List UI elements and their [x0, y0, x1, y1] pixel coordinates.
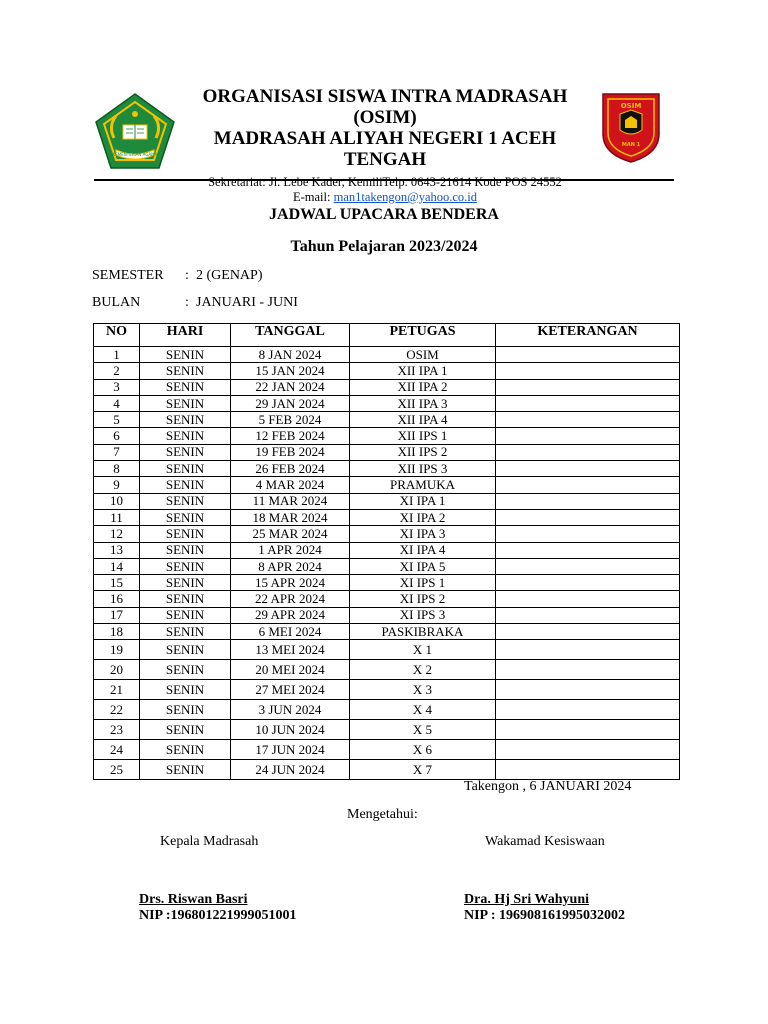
- cell-day: SENIN: [140, 444, 231, 460]
- document-subtitle: Tahun Pelajaran 2023/2024: [290, 238, 478, 255]
- cell-officer: XI IPA 1: [350, 493, 496, 509]
- table-row: [94, 509, 680, 525]
- cell-no: 21: [94, 680, 140, 700]
- header-divider: [94, 179, 674, 181]
- cell-no: 2: [94, 363, 140, 379]
- left-signatory-name: Drs. Riswan Basri: [139, 892, 248, 907]
- left-signatory-role: Kepala Madrasah: [160, 834, 259, 849]
- cell-no: 7: [94, 444, 140, 460]
- table-row: [94, 428, 680, 444]
- cell-no: 5: [94, 412, 140, 428]
- table-row: [94, 624, 680, 640]
- cell-no: 8: [94, 461, 140, 477]
- cell-date: 3 JUN 2024: [231, 700, 350, 720]
- cell-notes: [496, 526, 680, 542]
- cell-no: 24: [94, 740, 140, 760]
- cell-officer: X 3: [350, 680, 496, 700]
- org-abbr: (OSIM): [353, 107, 417, 128]
- cell-officer: XII IPS 2: [350, 444, 496, 460]
- cell-no: 18: [94, 624, 140, 640]
- cell-notes: [496, 558, 680, 574]
- table-row: [94, 720, 680, 740]
- column-header-officer: PETUGAS: [350, 324, 496, 347]
- cell-date: 18 MAR 2024: [231, 509, 350, 525]
- cell-officer: XII IPS 1: [350, 428, 496, 444]
- email-line: [175, 190, 595, 204]
- cell-notes: [496, 624, 680, 640]
- table-row: [94, 700, 680, 720]
- cell-no: 23: [94, 720, 140, 740]
- table-row: [94, 740, 680, 760]
- column-header-no: NO: [94, 324, 140, 347]
- cell-notes: [496, 363, 680, 379]
- cell-date: 15 JAN 2024: [231, 363, 350, 379]
- cell-notes: [496, 542, 680, 558]
- cell-date: 24 JUN 2024: [231, 760, 350, 780]
- cell-day: SENIN: [140, 607, 231, 623]
- cell-notes: [496, 477, 680, 493]
- cell-notes: [496, 509, 680, 525]
- cell-date: 5 FEB 2024: [231, 412, 350, 428]
- cell-officer: XII IPA 2: [350, 379, 496, 395]
- table-row: [94, 607, 680, 623]
- cell-officer: XII IPA 4: [350, 412, 496, 428]
- table-row: [94, 493, 680, 509]
- cell-no: 16: [94, 591, 140, 607]
- table-row: [94, 760, 680, 780]
- cell-officer: OSIM: [350, 347, 496, 363]
- cell-notes: [496, 379, 680, 395]
- cell-notes: [496, 461, 680, 477]
- month-label: BULAN: [92, 295, 141, 310]
- cell-no: 22: [94, 700, 140, 720]
- cell-no: 3: [94, 379, 140, 395]
- kemenag-logo: [94, 92, 176, 170]
- right-signatory-nip: NIP : 196908161995032002: [464, 908, 625, 923]
- cell-date: 12 FEB 2024: [231, 428, 350, 444]
- osim-logo-bottom-text: MAN 1: [621, 142, 641, 148]
- cell-no: 25: [94, 760, 140, 780]
- cell-notes: [496, 347, 680, 363]
- cell-day: SENIN: [140, 379, 231, 395]
- school-name: MADRASAH ALIYAH NEGERI 1 ACEH TENGAH: [213, 128, 557, 170]
- table-row: [94, 526, 680, 542]
- cell-day: SENIN: [140, 558, 231, 574]
- cell-notes: [496, 591, 680, 607]
- cell-day: SENIN: [140, 760, 231, 780]
- cell-day: SENIN: [140, 461, 231, 477]
- cell-day: SENIN: [140, 347, 231, 363]
- cell-date: 20 MEI 2024: [231, 660, 350, 680]
- cell-day: SENIN: [140, 700, 231, 720]
- cell-notes: [496, 680, 680, 700]
- cell-date: 25 MAR 2024: [231, 526, 350, 542]
- cell-day: SENIN: [140, 624, 231, 640]
- table-row: [94, 461, 680, 477]
- cell-officer: XI IPS 3: [350, 607, 496, 623]
- cell-day: SENIN: [140, 542, 231, 558]
- cell-notes: [496, 412, 680, 428]
- cell-day: SENIN: [140, 740, 231, 760]
- cell-notes: [496, 444, 680, 460]
- cell-officer: XI IPA 4: [350, 542, 496, 558]
- cell-date: 27 MEI 2024: [231, 680, 350, 700]
- cell-no: 13: [94, 542, 140, 558]
- cell-officer: XII IPA 3: [350, 395, 496, 411]
- cell-officer: X 2: [350, 660, 496, 680]
- cell-notes: [496, 493, 680, 509]
- cell-notes: [496, 395, 680, 411]
- cell-day: SENIN: [140, 680, 231, 700]
- cell-no: 1: [94, 347, 140, 363]
- cell-date: 1 APR 2024: [231, 542, 350, 558]
- cell-officer: XII IPA 1: [350, 363, 496, 379]
- column-header-day: HARI: [140, 324, 231, 347]
- cell-day: SENIN: [140, 477, 231, 493]
- cell-date: 26 FEB 2024: [231, 461, 350, 477]
- cell-date: 10 JUN 2024: [231, 720, 350, 740]
- cell-date: 6 MEI 2024: [231, 624, 350, 640]
- cell-notes: [496, 720, 680, 740]
- cell-day: SENIN: [140, 363, 231, 379]
- table-row: [94, 558, 680, 574]
- place-date: Takengon , 6 JANUARI 2024: [464, 779, 632, 794]
- table-row: [94, 395, 680, 411]
- cell-officer: XI IPA 5: [350, 558, 496, 574]
- column-header-notes: KETERANGAN: [496, 324, 680, 347]
- acknowledged-label: Mengetahui:: [347, 807, 418, 822]
- table-row: [94, 412, 680, 428]
- cell-no: 12: [94, 526, 140, 542]
- cell-date: 8 JAN 2024: [231, 347, 350, 363]
- cell-date: 13 MEI 2024: [231, 640, 350, 660]
- cell-day: SENIN: [140, 526, 231, 542]
- cell-date: 29 JAN 2024: [231, 395, 350, 411]
- cell-day: SENIN: [140, 591, 231, 607]
- cell-no: 4: [94, 395, 140, 411]
- cell-no: 6: [94, 428, 140, 444]
- cell-no: 17: [94, 607, 140, 623]
- table-row: [94, 379, 680, 395]
- table-header-row: [94, 324, 680, 347]
- cell-officer: X 7: [350, 760, 496, 780]
- email-label: E-mail:: [292, 190, 334, 204]
- cell-date: 11 MAR 2024: [231, 493, 350, 509]
- cell-officer: XII IPS 3: [350, 461, 496, 477]
- cell-notes: [496, 660, 680, 680]
- email-link[interactable]: man1takengon@yahoo.co.id: [333, 190, 478, 204]
- cell-no: 15: [94, 575, 140, 591]
- right-signatory-name: Dra. Hj Sri Wahyuni: [464, 892, 589, 907]
- cell-officer: XI IPA 2: [350, 509, 496, 525]
- cell-officer: XI IPA 3: [350, 526, 496, 542]
- cell-day: SENIN: [140, 395, 231, 411]
- table-row: [94, 680, 680, 700]
- cell-date: 22 JAN 2024: [231, 379, 350, 395]
- cell-no: 14: [94, 558, 140, 574]
- cell-day: SENIN: [140, 660, 231, 680]
- cell-day: SENIN: [140, 412, 231, 428]
- table-row: [94, 444, 680, 460]
- cell-date: 17 JUN 2024: [231, 740, 350, 760]
- table-row: [94, 575, 680, 591]
- cell-officer: X 5: [350, 720, 496, 740]
- cell-officer: XI IPS 2: [350, 591, 496, 607]
- month-value: JANUARI - JUNI: [196, 295, 298, 310]
- column-header-date: TANGGAL: [231, 324, 350, 347]
- org-name: ORGANISASI SISWA INTRA MADRASAH: [202, 86, 568, 107]
- cell-no: 20: [94, 660, 140, 680]
- cell-notes: [496, 575, 680, 591]
- cell-day: SENIN: [140, 493, 231, 509]
- cell-notes: [496, 760, 680, 780]
- table-row: [94, 363, 680, 379]
- month-row: [92, 295, 392, 313]
- cell-officer: X 6: [350, 740, 496, 760]
- cell-officer: XI IPS 1: [350, 575, 496, 591]
- table-row: [94, 640, 680, 660]
- semester-row: [92, 268, 392, 286]
- cell-officer: X 4: [350, 700, 496, 720]
- cell-no: 10: [94, 493, 140, 509]
- cell-date: 22 APR 2024: [231, 591, 350, 607]
- cell-officer: PASKIBRAKA: [350, 624, 496, 640]
- cell-date: 29 APR 2024: [231, 607, 350, 623]
- cell-officer: X 1: [350, 640, 496, 660]
- right-signatory-role: Wakamad Kesiswaan: [485, 834, 605, 849]
- schedule-table: [93, 323, 680, 780]
- table-row: [94, 660, 680, 680]
- table-row: [94, 477, 680, 493]
- cell-no: 9: [94, 477, 140, 493]
- semester-label: SEMESTER: [92, 268, 164, 283]
- cell-day: SENIN: [140, 720, 231, 740]
- kemenag-logo-text: KEMENTERIAN AGAMA: [112, 152, 158, 157]
- osim-logo: [600, 90, 662, 164]
- cell-day: SENIN: [140, 575, 231, 591]
- secretariat-address: Sekretariat: Jl. Lebe Kader, KemiliTelp. 0643-21614 Kode POS 24552: [208, 175, 562, 189]
- table-row: [94, 591, 680, 607]
- table-row: [94, 542, 680, 558]
- cell-notes: [496, 428, 680, 444]
- cell-date: 19 FEB 2024: [231, 444, 350, 460]
- cell-officer: PRAMUKA: [350, 477, 496, 493]
- cell-date: 8 APR 2024: [231, 558, 350, 574]
- semester-colon: :: [185, 268, 189, 283]
- cell-notes: [496, 640, 680, 660]
- letterhead: [175, 86, 595, 204]
- left-signatory-nip: NIP :196801221999051001: [139, 908, 297, 923]
- cell-date: 15 APR 2024: [231, 575, 350, 591]
- cell-day: SENIN: [140, 428, 231, 444]
- cell-notes: [496, 740, 680, 760]
- cell-no: 11: [94, 509, 140, 525]
- osim-logo-text: OSIM: [620, 102, 642, 110]
- document-title: JADWAL UPACARA BENDERA: [269, 206, 499, 223]
- cell-notes: [496, 700, 680, 720]
- cell-day: SENIN: [140, 640, 231, 660]
- table-row: [94, 347, 680, 363]
- cell-date: 4 MAR 2024: [231, 477, 350, 493]
- semester-value: 2 (GENAP): [196, 268, 263, 283]
- table-body: [94, 347, 680, 780]
- cell-day: SENIN: [140, 509, 231, 525]
- cell-no: 19: [94, 640, 140, 660]
- cell-notes: [496, 607, 680, 623]
- month-colon: :: [185, 295, 189, 310]
